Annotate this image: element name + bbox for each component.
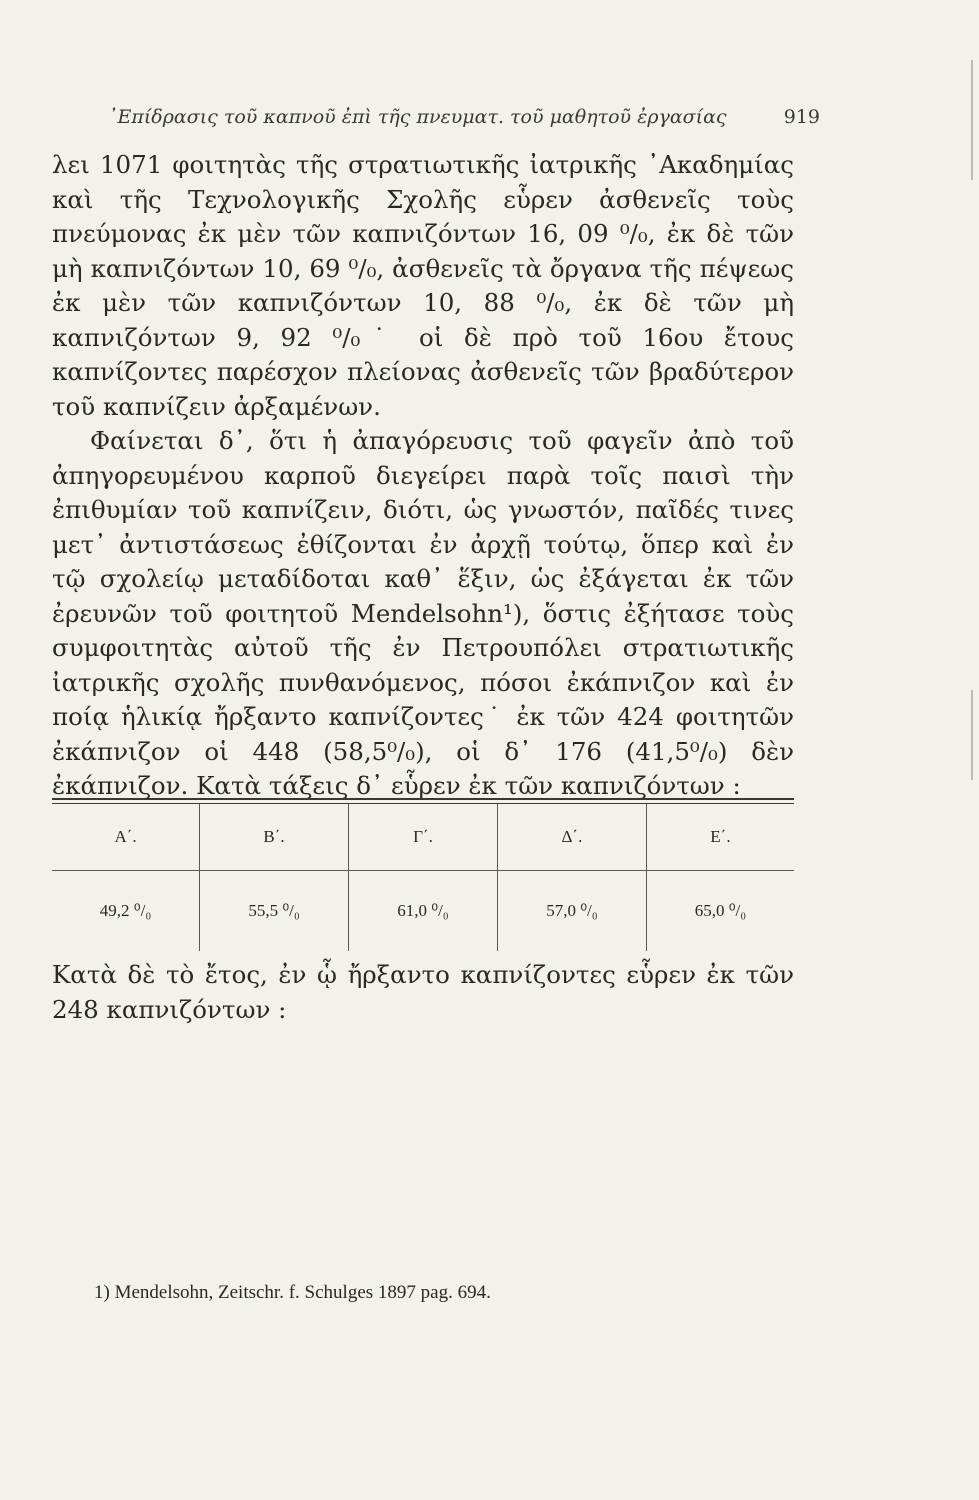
paragraph-3: Κατὰ δὲ τὸ ἔτος, ἐν ᾧ ἤρξαντο καπνίζοντες εὗρεν ἐκ τῶν 248 καπνιζόντων : — [52, 960, 794, 1024]
value-class-d: 57,0 ⁰/₀ — [497, 871, 646, 952]
body-text — [52, 148, 794, 804]
paragraph-1: λει 1071 φοιτητὰς τῆς στρατιωτικῆς ἰατρικῆς ᾿Ακαδημίας καὶ τῆς Τεχνολογικῆς Σχολῆς εὗρεν ἀσθενεῖς τοὺς πνεύμονας ἐκ μὲν τῶν καπνιζόντων 16, 09 ⁰/₀, ἐκ δὲ τῶν μὴ καπνιζόντων 10, 69 ⁰/₀, ἀσθενεῖς τὰ ὄργανα τῆς πέψεως ἐκ μὲν τῶν καπνιζόντων 10, 88 ⁰/₀, ἐκ δὲ τῶν μὴ καπνιζόντων 9, 92 ⁰/₀˙ οἱ δὲ πρὸ τοῦ 16ου ἔτους καπνίζοντες παρέσχον πλείονας ἀσθενεῖς τῶν βραδύτερον τοῦ καπνίζειν ἀρξαμένων. — [52, 150, 794, 421]
running-head-title: ᾿Επίδρασις τοῦ καπνοῦ ἐπὶ τῆς πνευματ. τοῦ μαθητοῦ ἐργασίας — [108, 106, 727, 128]
header-class-c: Γ΄. — [349, 804, 498, 871]
after-table-text — [52, 958, 794, 1027]
page-edge-mark — [971, 690, 973, 780]
header-class-d: Δ΄. — [497, 804, 646, 871]
value-class-c: 61,0 ⁰/₀ — [349, 871, 498, 952]
value-class-b: 55,5 ⁰/₀ — [200, 871, 349, 952]
table-header-row — [52, 804, 794, 871]
class-percentage-table — [52, 798, 794, 951]
value-class-e: 65,0 ⁰/₀ — [646, 871, 794, 952]
running-head — [108, 106, 820, 128]
header-class-e: Ε΄. — [646, 804, 794, 871]
page-edge-mark — [971, 60, 973, 180]
stats-table — [52, 804, 794, 951]
page-number: 919 — [783, 106, 820, 128]
header-class-b: Β΄. — [200, 804, 349, 871]
table-row — [52, 871, 794, 952]
value-class-a: 49,2 ⁰/₀ — [99, 901, 152, 920]
footnote: 1) Mendelsohn, Zeitschr. f. Schulges 1897 pag. 694. — [94, 1282, 491, 1303]
header-class-a: Α΄. — [52, 804, 200, 871]
paragraph-2: Φαίνεται δ᾿, ὅτι ἡ ἀπαγόρευσις τοῦ φαγεῖν ἀπὸ τοῦ ἀπηγορευμένου καρποῦ διεγείρει παρὰ τοῖς παισὶ τὴν ἐπιθυμίαν τοῦ καπνίζειν, διότι, ὡς γνωστόν, παῖδές τινες μετ᾿ ἀντιστάσεως ἐθίζονται ἐν ἀρχῇ τούτῳ, ὅπερ καὶ ἐν τῷ σχολείῳ μεταδίδοται καθ᾿ ἕξιν, ὡς ἐξάγεται ἐκ τῶν ἐρευνῶν τοῦ φοιτητοῦ Mendelsohn¹), ὅστις ἐξήτασε τοὺς συμφοιτητὰς αὐτοῦ τῆς ἐν Πετρουπόλει στρατιωτικῆς ἰατρικῆς σχολῆς πυνθανόμενος, πόσοι ἐκάπνιζον καὶ ἐν ποίᾳ ἡλικίᾳ ἤρξαντο καπνίζοντες˙ ἐκ τῶν 424 φοιτητῶν ἐκάπνιζον οἱ 448 (58,5⁰/₀), οἱ δ᾿ 176 (41,5⁰/₀) δὲν ἐκάπνιζον. Κατὰ τάξεις δ᾿ εὗρεν ἐκ τῶν καπνιζόντων : — [52, 426, 794, 800]
